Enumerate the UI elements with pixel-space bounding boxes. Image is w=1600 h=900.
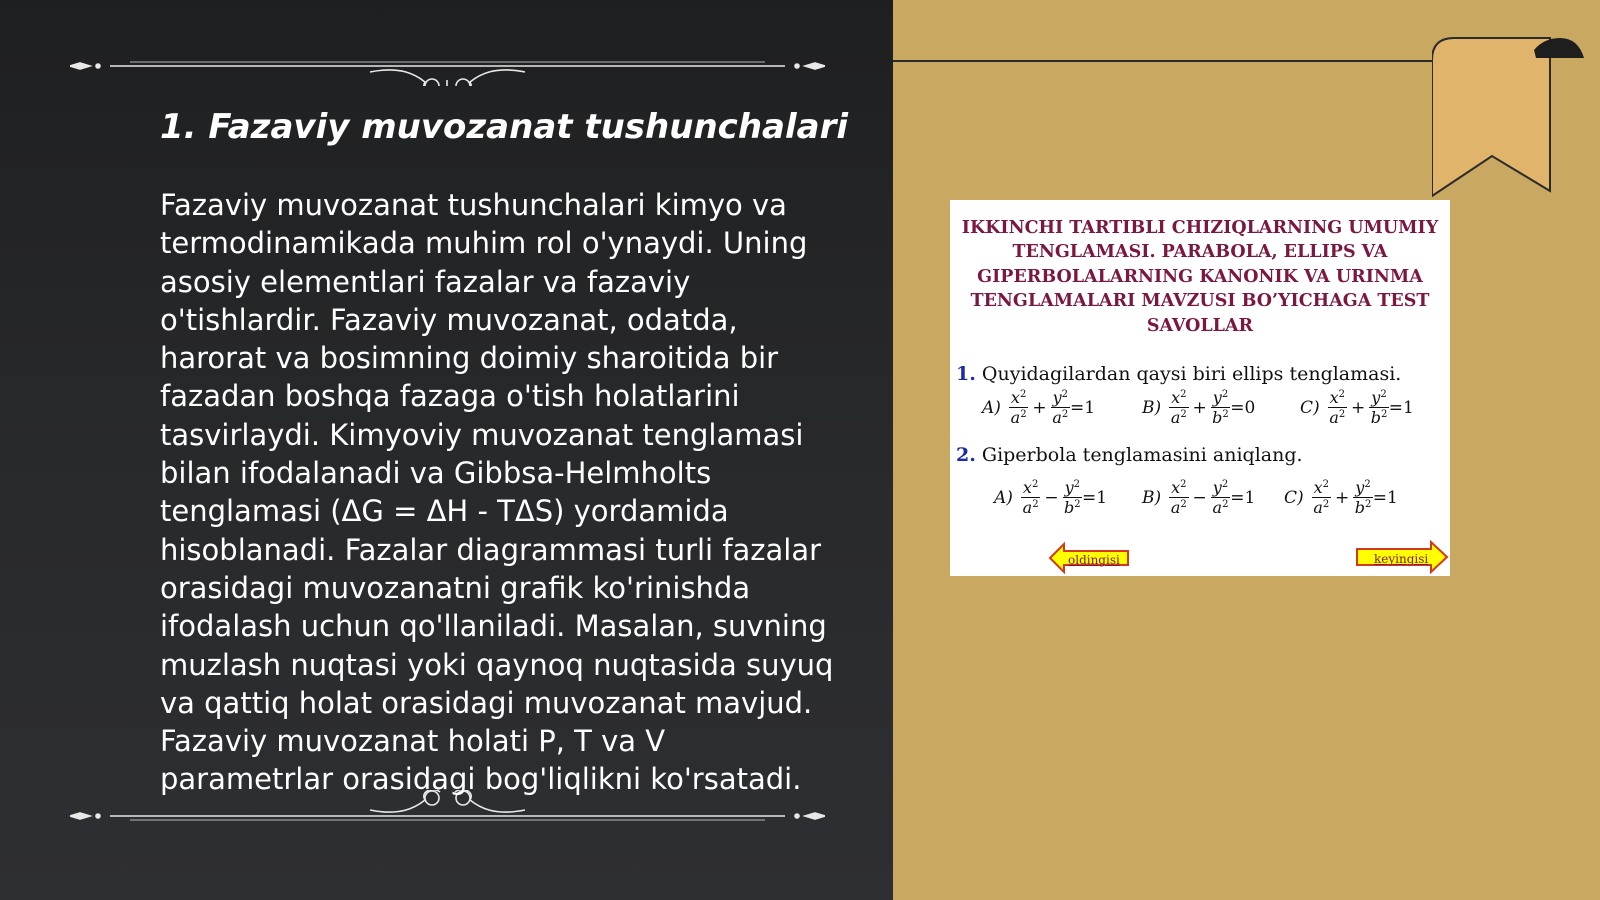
option-label: A) [994, 487, 1013, 508]
fraction-y-denominator-exponent: 2 [1061, 409, 1069, 420]
fraction-y-numerator-exponent: 2 [1221, 389, 1229, 400]
question-2-text: Giperbola tenglamasini aniqlang. [981, 444, 1303, 466]
q2-opts-option-3 [1284, 478, 1398, 517]
q2-opts-option-1 [994, 478, 1107, 517]
question-1 [956, 363, 1401, 385]
fraction-x-denominator-exponent: 2 [1338, 409, 1346, 420]
question-2 [956, 444, 1303, 466]
fraction-x [1169, 478, 1188, 517]
fraction-x-denominator-exponent: 2 [1180, 499, 1187, 510]
fraction-x-denominator-exponent: 2 [1020, 409, 1027, 420]
fraction-y-numerator: $y^2$ [1212, 478, 1229, 497]
fraction-y-numerator: $y^2$ [1355, 478, 1371, 497]
test-questions-image [950, 200, 1450, 576]
option-label: C) [1284, 487, 1304, 508]
fraction-x [1009, 388, 1028, 427]
fraction-y-numerator-exponent: 2 [1221, 479, 1229, 490]
fraction-x-numerator: $x^2$ [1022, 478, 1039, 497]
equation-rhs: =1 [1388, 397, 1414, 418]
flourish-divider-top-icon [70, 46, 825, 86]
fraction-y-numerator: $y^2$ [1064, 478, 1080, 497]
fraction-y-denominator-exponent: 2 [1222, 499, 1229, 510]
option-label: C) [1300, 397, 1320, 418]
equation-rhs: =1 [1372, 487, 1398, 508]
fraction-x-numerator-exponent: 2 [1322, 479, 1330, 490]
operator: + [1192, 397, 1207, 418]
fraction-y-denominator-exponent: 2 [1364, 499, 1372, 510]
q1-opts-option-2 [1142, 388, 1255, 427]
fraction-x-numerator-exponent: 2 [1180, 479, 1187, 490]
fraction-y-numerator: $y^2$ [1371, 388, 1387, 407]
fraction-x-denominator: $a^2$ [1329, 408, 1346, 427]
fraction-y-denominator: $b^2$ [1212, 408, 1229, 427]
fraction-x-numerator: $x^2$ [1171, 388, 1187, 407]
equation-rhs: =1 [1230, 487, 1256, 508]
fraction-x-numerator: $x^2$ [1329, 388, 1346, 407]
fraction-x-denominator-exponent: 2 [1322, 499, 1330, 510]
fraction-x-numerator-exponent: 2 [1019, 389, 1027, 400]
q1-opts-option-1 [982, 388, 1095, 427]
fraction-x-denominator: $a^2$ [1170, 408, 1187, 427]
operator: − [1192, 487, 1207, 508]
fraction-y [1051, 388, 1070, 427]
next-button-label[interactable]: keyingisi [1374, 552, 1429, 566]
fraction-x-denominator: $a^2$ [1022, 498, 1039, 517]
right-top-rule [893, 60, 1453, 62]
operator: + [1335, 487, 1350, 508]
slide-title: 1. Fazaviy muvozanat tushunchalari [160, 107, 848, 147]
fraction-x-denominator: $a^2$ [1010, 408, 1027, 427]
fraction-x [1328, 388, 1347, 427]
fraction-y-numerator: $y^2$ [1052, 388, 1068, 407]
fraction-x-denominator-exponent: 2 [1180, 409, 1187, 420]
equation-rhs: =1 [1082, 487, 1108, 508]
fraction-y-denominator: $a^2$ [1212, 498, 1229, 517]
fraction-x [1312, 478, 1331, 517]
fraction-x-numerator-exponent: 2 [1180, 389, 1187, 400]
fraction-x [1021, 478, 1040, 517]
fraction-x-numerator-exponent: 2 [1031, 479, 1039, 490]
fraction-y [1211, 388, 1230, 427]
fraction-x-numerator: $x^2$ [1313, 478, 1330, 497]
fraction-y-denominator-exponent: 2 [1380, 409, 1388, 420]
question-2-number: 2. [956, 444, 976, 466]
fraction-y [1353, 478, 1372, 517]
fraction-y-numerator-exponent: 2 [1061, 389, 1068, 400]
question-1-text: Quyidagilardan qaysi biri ellips tenglamasi. [981, 363, 1402, 385]
slide-body-text: Fazaviy muvozanat tushunchalari kimyo va termodinamikada muhim rol o'ynaydi. Uning asosiy elementlari fazalar va fazaviy o'tishlardir. Fazaviy muvozanat, odatda, harorat va bosimning doimiy sharoitida bir fazadan boshqa fazaga o'tish holatlarini tasvirlaydi. Kimyoviy muvozanat tenglamasi bilan ifodalanadi va Gibbsa-Helmholts tenglamasi (ΔG = ΔH - TΔS) yordamida hisoblanadi. Fazalar diagrammasi turli fazalar orasidagi muvozanatni grafik ko'rinishda ifodalash uchun qo'llaniladi. Masalan, suvning muzlash nuqtasi yoki qaynoq nuqtasida suyuq va qattiq holat orasidagi muvozanat mavjud. Fazaviy muvozanat holati P, T va V parametrlar orasidagi bog'liqlikni ko'rsatadi. [160, 188, 834, 797]
fraction-y-numerator: $y^2$ [1212, 388, 1229, 407]
operator: + [1351, 397, 1366, 418]
fraction-y-numerator-exponent: 2 [1380, 389, 1387, 400]
fraction-x-denominator-exponent: 2 [1032, 499, 1039, 510]
option-label: A) [982, 397, 1001, 418]
fraction-x [1169, 388, 1188, 427]
operator: − [1044, 487, 1059, 508]
fraction-y [1211, 478, 1230, 517]
fraction-y-numerator-exponent: 2 [1073, 479, 1080, 490]
fraction-y [1063, 478, 1082, 517]
equation-rhs: =1 [1070, 397, 1096, 418]
fraction-x-numerator: $x^2$ [1171, 478, 1187, 497]
fraction-y [1369, 388, 1388, 427]
fraction-y-denominator-exponent: 2 [1074, 499, 1081, 510]
test-heading: IKKINCHI TARTIBLI CHIZIQLARNING UMUMIY TENGLAMASI. PARABOLA, ELLIPS VA GIPERBOLALARNING KANONIK VA URINMA TENGLAMALARI MAVZUSI BO’YICHAGA TEST SAVOLLAR [961, 218, 1439, 336]
prev-button-label[interactable]: oldingisi [1068, 553, 1120, 567]
q1-opts-option-3 [1300, 388, 1414, 427]
fraction-x-denominator: $a^2$ [1170, 498, 1187, 517]
option-label: B) [1142, 397, 1162, 418]
option-label: B) [1142, 487, 1162, 508]
fraction-x-numerator-exponent: 2 [1338, 389, 1346, 400]
equation-rhs: =0 [1230, 397, 1256, 418]
fraction-y-numerator-exponent: 2 [1364, 479, 1371, 490]
fraction-x-numerator: $x^2$ [1010, 388, 1027, 407]
fraction-y-denominator: $b^2$ [1354, 498, 1372, 517]
fraction-x-denominator: $a^2$ [1313, 498, 1330, 517]
operator: + [1032, 397, 1047, 418]
ribbon-bookmark-icon [1432, 36, 1587, 201]
question-1-number: 1. [956, 363, 976, 385]
fraction-y-denominator: $b^2$ [1063, 498, 1081, 517]
fraction-y-denominator-exponent: 2 [1222, 409, 1229, 420]
fraction-y-denominator: $a^2$ [1052, 408, 1069, 427]
fraction-y-denominator: $b^2$ [1370, 408, 1388, 427]
q2-opts-option-2 [1142, 478, 1255, 517]
